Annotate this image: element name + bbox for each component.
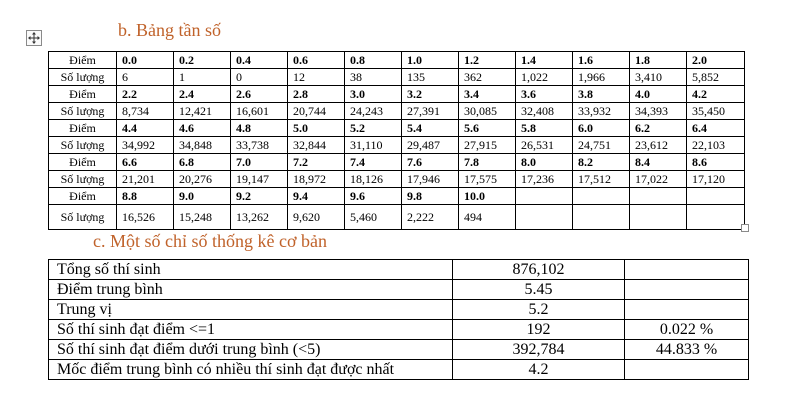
score-row-label: Điểm bbox=[49, 154, 117, 171]
score-cell: 0.4 bbox=[231, 52, 288, 69]
count-cell: 8,734 bbox=[117, 103, 174, 120]
count-cell: 19,147 bbox=[231, 171, 288, 188]
count-row-label: Số lượng bbox=[49, 137, 117, 154]
score-row bbox=[49, 86, 745, 103]
score-cell: 9.6 bbox=[345, 188, 402, 205]
score-cell: 3.2 bbox=[402, 86, 459, 103]
score-cell: 8.2 bbox=[573, 154, 630, 171]
count-cell: 27,915 bbox=[459, 137, 516, 154]
count-cell: 6 bbox=[117, 69, 174, 86]
count-row bbox=[49, 137, 745, 154]
count-cell: 2,222 bbox=[402, 205, 459, 230]
count-row bbox=[49, 103, 745, 120]
count-cell bbox=[687, 205, 745, 230]
score-cell: 3.4 bbox=[459, 86, 516, 103]
score-cell: 9.4 bbox=[288, 188, 345, 205]
score-row bbox=[49, 52, 745, 69]
score-cell: 0.6 bbox=[288, 52, 345, 69]
count-cell: 1 bbox=[174, 69, 231, 86]
stat-value: 192 bbox=[453, 320, 625, 340]
count-cell: 18,972 bbox=[288, 171, 345, 188]
score-cell: 2.2 bbox=[117, 86, 174, 103]
stats-row bbox=[49, 340, 749, 360]
count-cell: 17,236 bbox=[516, 171, 573, 188]
stat-value: 392,784 bbox=[453, 340, 625, 360]
score-cell: 5.2 bbox=[345, 120, 402, 137]
count-cell: 17,575 bbox=[459, 171, 516, 188]
score-cell: 6.6 bbox=[117, 154, 174, 171]
count-cell: 362 bbox=[459, 69, 516, 86]
stat-percent: 0.022 % bbox=[625, 320, 749, 340]
count-row bbox=[49, 171, 745, 188]
score-row bbox=[49, 188, 745, 205]
score-row-label: Điểm bbox=[49, 188, 117, 205]
stat-value: 5.2 bbox=[453, 300, 625, 320]
score-cell bbox=[687, 188, 745, 205]
count-cell: 1,966 bbox=[573, 69, 630, 86]
statistics-table bbox=[48, 259, 749, 380]
count-cell: 29,487 bbox=[402, 137, 459, 154]
table-move-handle[interactable] bbox=[26, 30, 42, 46]
count-cell: 18,126 bbox=[345, 171, 402, 188]
score-row bbox=[49, 120, 745, 137]
stat-percent: 44.833 % bbox=[625, 340, 749, 360]
score-row-label: Điểm bbox=[49, 120, 117, 137]
section-c-heading: c. Một số chỉ số thống kê cơ bản bbox=[93, 231, 327, 251]
count-cell bbox=[573, 205, 630, 230]
score-cell: 1.0 bbox=[402, 52, 459, 69]
score-cell: 0.8 bbox=[345, 52, 402, 69]
score-row-label: Điểm bbox=[49, 52, 117, 69]
count-cell: 33,738 bbox=[231, 137, 288, 154]
count-cell: 5,460 bbox=[345, 205, 402, 230]
count-cell: 20,744 bbox=[288, 103, 345, 120]
score-cell: 3.6 bbox=[516, 86, 573, 103]
count-cell: 34,992 bbox=[117, 137, 174, 154]
count-cell: 12,421 bbox=[174, 103, 231, 120]
score-cell: 5.0 bbox=[288, 120, 345, 137]
score-cell: 4.4 bbox=[117, 120, 174, 137]
score-cell: 6.0 bbox=[573, 120, 630, 137]
stats-row bbox=[49, 320, 749, 340]
stats-row bbox=[49, 360, 749, 380]
score-cell bbox=[516, 188, 573, 205]
frequency-table bbox=[48, 51, 745, 230]
count-cell: 15,248 bbox=[174, 205, 231, 230]
count-cell: 33,932 bbox=[573, 103, 630, 120]
section-b-heading: b. Bảng tần số bbox=[118, 20, 221, 40]
score-row bbox=[49, 154, 745, 171]
stat-percent bbox=[625, 300, 749, 320]
count-cell: 30,085 bbox=[459, 103, 516, 120]
score-cell: 7.4 bbox=[345, 154, 402, 171]
score-cell: 3.8 bbox=[573, 86, 630, 103]
stats-row bbox=[49, 300, 749, 320]
count-cell bbox=[516, 205, 573, 230]
stats-row bbox=[49, 260, 749, 280]
score-cell: 0.2 bbox=[174, 52, 231, 69]
score-row-label: Điểm bbox=[49, 86, 117, 103]
score-cell: 7.8 bbox=[459, 154, 516, 171]
count-cell: 31,110 bbox=[345, 137, 402, 154]
count-cell: 38 bbox=[345, 69, 402, 86]
score-cell: 9.8 bbox=[402, 188, 459, 205]
score-cell: 5.6 bbox=[459, 120, 516, 137]
stat-value: 876,102 bbox=[453, 260, 625, 280]
score-cell: 1.6 bbox=[573, 52, 630, 69]
score-cell: 2.0 bbox=[687, 52, 745, 69]
count-row-label: Số lượng bbox=[49, 69, 117, 86]
count-cell: 23,612 bbox=[630, 137, 687, 154]
count-cell: 494 bbox=[459, 205, 516, 230]
count-cell: 26,531 bbox=[516, 137, 573, 154]
count-cell: 9,620 bbox=[288, 205, 345, 230]
score-cell: 8.8 bbox=[117, 188, 174, 205]
count-cell: 17,120 bbox=[687, 171, 745, 188]
score-cell: 4.8 bbox=[231, 120, 288, 137]
count-cell: 35,450 bbox=[687, 103, 745, 120]
score-cell: 6.8 bbox=[174, 154, 231, 171]
count-cell: 5,852 bbox=[687, 69, 745, 86]
stat-label: Điểm trung bình bbox=[49, 280, 453, 300]
score-cell: 10.0 bbox=[459, 188, 516, 205]
count-row bbox=[49, 69, 745, 86]
score-cell: 7.2 bbox=[288, 154, 345, 171]
score-cell: 3.0 bbox=[345, 86, 402, 103]
stats-row bbox=[49, 280, 749, 300]
stat-label: Trung vị bbox=[49, 300, 453, 320]
score-cell: 2.8 bbox=[288, 86, 345, 103]
score-cell: 8.6 bbox=[687, 154, 745, 171]
count-cell bbox=[630, 205, 687, 230]
score-cell: 1.8 bbox=[630, 52, 687, 69]
score-cell: 1.2 bbox=[459, 52, 516, 69]
stat-label: Số thí sinh đạt điểm dưới trung bình (<5) bbox=[49, 340, 453, 360]
count-cell: 16,526 bbox=[117, 205, 174, 230]
count-row bbox=[49, 205, 745, 230]
count-cell: 12 bbox=[288, 69, 345, 86]
count-cell: 3,410 bbox=[630, 69, 687, 86]
score-cell: 5.8 bbox=[516, 120, 573, 137]
score-cell: 4.6 bbox=[174, 120, 231, 137]
count-cell: 17,946 bbox=[402, 171, 459, 188]
count-cell: 22,103 bbox=[687, 137, 745, 154]
score-cell: 2.6 bbox=[231, 86, 288, 103]
count-cell: 34,848 bbox=[174, 137, 231, 154]
score-cell: 8.0 bbox=[516, 154, 573, 171]
score-cell: 2.4 bbox=[174, 86, 231, 103]
move-arrows-icon bbox=[27, 31, 41, 45]
stat-label: Mốc điểm trung bình có nhiều thí sinh đạt được nhất bbox=[49, 360, 453, 380]
stat-label: Tổng số thí sinh bbox=[49, 260, 453, 280]
score-cell: 9.2 bbox=[231, 188, 288, 205]
score-cell: 1.4 bbox=[516, 52, 573, 69]
stat-label: Số thí sinh đạt điểm <=1 bbox=[49, 320, 453, 340]
stat-value: 5.45 bbox=[453, 280, 625, 300]
count-cell: 32,844 bbox=[288, 137, 345, 154]
count-row-label: Số lượng bbox=[49, 205, 117, 230]
score-cell: 4.0 bbox=[630, 86, 687, 103]
stat-percent bbox=[625, 360, 749, 380]
count-cell: 0 bbox=[231, 69, 288, 86]
table-resize-handle[interactable] bbox=[741, 224, 749, 232]
count-cell: 17,022 bbox=[630, 171, 687, 188]
count-cell: 21,201 bbox=[117, 171, 174, 188]
count-cell: 20,276 bbox=[174, 171, 231, 188]
score-cell: 6.4 bbox=[687, 120, 745, 137]
score-cell: 5.4 bbox=[402, 120, 459, 137]
count-cell: 27,391 bbox=[402, 103, 459, 120]
count-cell: 24,243 bbox=[345, 103, 402, 120]
count-row-label: Số lượng bbox=[49, 103, 117, 120]
count-cell: 24,751 bbox=[573, 137, 630, 154]
count-cell: 135 bbox=[402, 69, 459, 86]
count-cell: 17,512 bbox=[573, 171, 630, 188]
stat-value: 4.2 bbox=[453, 360, 625, 380]
stat-percent bbox=[625, 280, 749, 300]
count-cell: 13,262 bbox=[231, 205, 288, 230]
stat-percent bbox=[625, 260, 749, 280]
score-cell: 4.2 bbox=[687, 86, 745, 103]
score-cell: 6.2 bbox=[630, 120, 687, 137]
count-row-label: Số lượng bbox=[49, 171, 117, 188]
count-cell: 16,601 bbox=[231, 103, 288, 120]
count-cell: 34,393 bbox=[630, 103, 687, 120]
score-cell: 7.6 bbox=[402, 154, 459, 171]
count-cell: 1,022 bbox=[516, 69, 573, 86]
score-cell: 9.0 bbox=[174, 188, 231, 205]
count-cell: 32,408 bbox=[516, 103, 573, 120]
score-cell bbox=[573, 188, 630, 205]
score-cell: 8.4 bbox=[630, 154, 687, 171]
score-cell: 0.0 bbox=[117, 52, 174, 69]
score-cell: 7.0 bbox=[231, 154, 288, 171]
score-cell bbox=[630, 188, 687, 205]
